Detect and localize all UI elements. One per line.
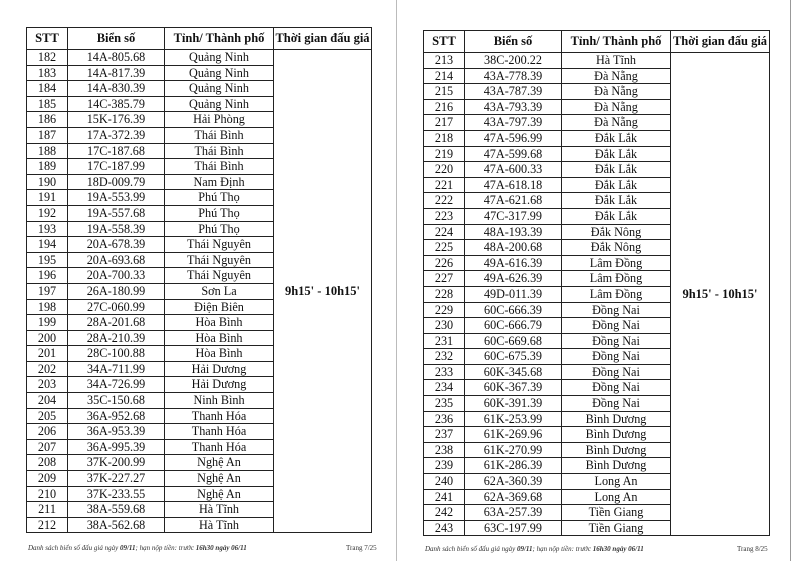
cell-stt: 206 <box>27 424 68 440</box>
cell-plate: 19A-553.99 <box>68 190 165 206</box>
cell-province: Đồng Nai <box>562 302 671 318</box>
cell-stt: 224 <box>424 224 465 240</box>
cell-province: Đắk Lắk <box>562 162 671 178</box>
footer-middle: ; hạn nộp tiền: trước <box>532 545 593 553</box>
cell-province: Hà Tĩnh <box>165 502 274 518</box>
cell-province: Thái Nguyên <box>165 252 274 268</box>
cell-plate: 62A-360.39 <box>465 474 562 490</box>
cell-stt: 205 <box>27 408 68 424</box>
cell-plate: 60C-666.39 <box>465 302 562 318</box>
cell-province: Đắk Lắk <box>562 193 671 209</box>
footer-prefix: Danh sách biển số đấu giá ngày <box>425 545 517 553</box>
cell-province: Hòa Bình <box>165 346 274 362</box>
cell-plate: 18D-009.79 <box>68 174 165 190</box>
cell-province: Đà Nẵng <box>562 115 671 131</box>
table-header-row <box>424 31 770 53</box>
cell-plate: 28A-201.68 <box>68 315 165 331</box>
cell-province: Đồng Nai <box>562 380 671 396</box>
cell-stt: 201 <box>27 346 68 362</box>
cell-plate: 26A-180.99 <box>68 283 165 299</box>
cell-province: Quảng Ninh <box>165 81 274 97</box>
cell-stt: 188 <box>27 143 68 159</box>
cell-stt: 209 <box>27 471 68 487</box>
cell-stt: 230 <box>424 318 465 334</box>
cell-stt: 215 <box>424 84 465 100</box>
cell-plate: 17C-187.99 <box>68 159 165 175</box>
cell-plate: 60C-669.68 <box>465 333 562 349</box>
page-edge <box>790 0 791 561</box>
cell-province: Thái Bình <box>165 143 274 159</box>
footer-prefix: Danh sách biển số đấu giá ngày <box>28 544 120 552</box>
cell-province: Đồng Nai <box>562 318 671 334</box>
cell-plate: 38A-559.68 <box>68 502 165 518</box>
cell-plate: 43A-778.39 <box>465 68 562 84</box>
page-right <box>397 0 793 561</box>
cell-stt: 237 <box>424 427 465 443</box>
header-time: Thời gian đấu giá <box>274 28 372 50</box>
header-province: Tỉnh/ Thành phố <box>165 28 274 50</box>
header-stt: STT <box>27 28 68 50</box>
cell-plate: 37K-233.55 <box>68 486 165 502</box>
cell-plate: 49D-011.39 <box>465 286 562 302</box>
footer-middle: ; hạn nộp tiền: trước <box>135 544 196 552</box>
cell-plate: 34A-726.99 <box>68 377 165 393</box>
cell-stt: 189 <box>27 159 68 175</box>
cell-province: Đà Nẵng <box>562 68 671 84</box>
cell-province: Nam Định <box>165 174 274 190</box>
cell-stt: 203 <box>27 377 68 393</box>
cell-plate: 61K-270.99 <box>465 442 562 458</box>
cell-province: Nghệ An <box>165 486 274 502</box>
auction-table-left <box>26 27 372 533</box>
cell-plate: 43A-787.39 <box>465 84 562 100</box>
header-province: Tỉnh/ Thành phố <box>562 31 671 53</box>
cell-province: Thái Nguyên <box>165 237 274 253</box>
cell-plate: 43A-793.39 <box>465 99 562 115</box>
cell-plate: 14A-830.39 <box>68 81 165 97</box>
cell-province: Thái Bình <box>165 127 274 143</box>
cell-stt: 185 <box>27 96 68 112</box>
cell-province: Sơn La <box>165 283 274 299</box>
cell-auction-time: 9h15' - 10h15' <box>274 50 372 533</box>
cell-province: Hải Dương <box>165 377 274 393</box>
cell-plate: 61K-286.39 <box>465 458 562 474</box>
cell-plate: 14A-817.39 <box>68 65 165 81</box>
cell-stt: 204 <box>27 393 68 409</box>
cell-province: Điện Biên <box>165 299 274 315</box>
red-stamp-mark <box>382 225 392 295</box>
cell-stt: 220 <box>424 162 465 178</box>
cell-province: Phú Thọ <box>165 190 274 206</box>
cell-stt: 198 <box>27 299 68 315</box>
cell-province: Quảng Ninh <box>165 50 274 66</box>
cell-province: Ninh Bình <box>165 393 274 409</box>
cell-plate: 47C-317.99 <box>465 208 562 224</box>
cell-plate: 19A-557.68 <box>68 205 165 221</box>
table-body-right <box>424 53 770 536</box>
cell-province: Bình Dương <box>562 442 671 458</box>
cell-province: Tiền Giang <box>562 520 671 536</box>
cell-plate: 43A-797.39 <box>465 115 562 131</box>
cell-stt: 208 <box>27 455 68 471</box>
cell-plate: 20A-693.68 <box>68 252 165 268</box>
cell-stt: 240 <box>424 474 465 490</box>
header-plate: Biển số <box>68 28 165 50</box>
footer-right <box>425 545 644 553</box>
cell-stt: 202 <box>27 361 68 377</box>
cell-stt: 218 <box>424 130 465 146</box>
cell-province: Bình Dương <box>562 411 671 427</box>
cell-plate: 19A-558.39 <box>68 221 165 237</box>
cell-province: Phú Thọ <box>165 205 274 221</box>
cell-stt: 242 <box>424 505 465 521</box>
cell-plate: 17A-372.39 <box>68 127 165 143</box>
cell-plate: 38C-200.22 <box>465 53 562 69</box>
cell-auction-time: 9h15' - 10h15' <box>671 53 770 536</box>
footer-deadline: 16h30 ngày 06/11 <box>592 545 644 553</box>
cell-province: Đắk Nông <box>562 240 671 256</box>
page-left <box>0 0 396 561</box>
cell-stt: 219 <box>424 146 465 162</box>
cell-province: Đồng Nai <box>562 396 671 412</box>
cell-plate: 47A-596.99 <box>465 130 562 146</box>
cell-plate: 62A-369.68 <box>465 489 562 505</box>
cell-province: Đồng Nai <box>562 349 671 365</box>
cell-province: Hải Dương <box>165 361 274 377</box>
cell-stt: 184 <box>27 81 68 97</box>
cell-stt: 232 <box>424 349 465 365</box>
cell-province: Hà Tĩnh <box>562 53 671 69</box>
cell-province: Hải Phòng <box>165 112 274 128</box>
cell-stt: 229 <box>424 302 465 318</box>
cell-plate: 38A-562.68 <box>68 517 165 533</box>
cell-stt: 210 <box>27 486 68 502</box>
cell-stt: 193 <box>27 221 68 237</box>
cell-stt: 187 <box>27 127 68 143</box>
cell-plate: 47A-599.68 <box>465 146 562 162</box>
cell-province: Đồng Nai <box>562 364 671 380</box>
cell-stt: 211 <box>27 502 68 518</box>
cell-stt: 195 <box>27 252 68 268</box>
cell-plate: 60K-345.68 <box>465 364 562 380</box>
cell-plate: 61K-269.96 <box>465 427 562 443</box>
cell-stt: 190 <box>27 174 68 190</box>
cell-province: Hòa Bình <box>165 315 274 331</box>
cell-plate: 37K-227.27 <box>68 471 165 487</box>
cell-province: Thanh Hóa <box>165 408 274 424</box>
cell-province: Đồng Nai <box>562 333 671 349</box>
cell-plate: 34A-711.99 <box>68 361 165 377</box>
cell-plate: 61K-253.99 <box>465 411 562 427</box>
cell-province: Thanh Hóa <box>165 424 274 440</box>
cell-stt: 213 <box>424 53 465 69</box>
cell-stt: 199 <box>27 315 68 331</box>
cell-stt: 192 <box>27 205 68 221</box>
cell-plate: 28A-210.39 <box>68 330 165 346</box>
cell-stt: 191 <box>27 190 68 206</box>
cell-stt: 238 <box>424 442 465 458</box>
cell-plate: 63C-197.99 <box>465 520 562 536</box>
cell-plate: 37K-200.99 <box>68 455 165 471</box>
cell-province: Phú Thọ <box>165 221 274 237</box>
cell-stt: 228 <box>424 286 465 302</box>
cell-stt: 236 <box>424 411 465 427</box>
cell-stt: 233 <box>424 364 465 380</box>
cell-stt: 214 <box>424 68 465 84</box>
cell-stt: 221 <box>424 177 465 193</box>
table-body-left <box>27 50 372 533</box>
cell-stt: 222 <box>424 193 465 209</box>
table-row <box>27 50 372 66</box>
cell-plate: 60K-391.39 <box>465 396 562 412</box>
cell-province: Thanh Hóa <box>165 439 274 455</box>
cell-province: Long An <box>562 474 671 490</box>
cell-province: Đắk Lắk <box>562 146 671 162</box>
cell-stt: 239 <box>424 458 465 474</box>
cell-stt: 217 <box>424 115 465 131</box>
cell-province: Thái Nguyên <box>165 268 274 284</box>
cell-province: Đắk Nông <box>562 224 671 240</box>
cell-stt: 225 <box>424 240 465 256</box>
cell-province: Nghệ An <box>165 455 274 471</box>
cell-stt: 227 <box>424 271 465 287</box>
cell-plate: 47A-600.33 <box>465 162 562 178</box>
cell-plate: 27C-060.99 <box>68 299 165 315</box>
cell-stt: 207 <box>27 439 68 455</box>
cell-plate: 17C-187.68 <box>68 143 165 159</box>
cell-province: Hà Tĩnh <box>165 517 274 533</box>
header-time: Thời gian đấu giá <box>671 31 770 53</box>
cell-plate: 49A-616.39 <box>465 255 562 271</box>
cell-plate: 20A-678.39 <box>68 237 165 253</box>
cell-province: Bình Dương <box>562 427 671 443</box>
table-row <box>424 53 770 69</box>
cell-province: Thái Bình <box>165 159 274 175</box>
cell-province: Bình Dương <box>562 458 671 474</box>
footer-deadline: 16h30 ngày 06/11 <box>195 544 247 552</box>
footer-date: 09/11 <box>119 544 136 552</box>
cell-plate: 49A-626.39 <box>465 271 562 287</box>
cell-province: Quảng Ninh <box>165 96 274 112</box>
cell-plate: 35C-150.68 <box>68 393 165 409</box>
cell-stt: 200 <box>27 330 68 346</box>
cell-stt: 194 <box>27 237 68 253</box>
header-stt: STT <box>424 31 465 53</box>
cell-plate: 60C-675.39 <box>465 349 562 365</box>
cell-plate: 20A-700.33 <box>68 268 165 284</box>
cell-stt: 197 <box>27 283 68 299</box>
cell-plate: 63A-257.39 <box>465 505 562 521</box>
cell-stt: 196 <box>27 268 68 284</box>
cell-stt: 223 <box>424 208 465 224</box>
cell-stt: 186 <box>27 112 68 128</box>
cell-stt: 234 <box>424 380 465 396</box>
cell-plate: 36A-995.39 <box>68 439 165 455</box>
header-plate: Biển số <box>465 31 562 53</box>
footer-left <box>28 544 247 552</box>
cell-plate: 36A-952.68 <box>68 408 165 424</box>
cell-stt: 243 <box>424 520 465 536</box>
cell-plate: 60K-367.39 <box>465 380 562 396</box>
cell-plate: 48A-200.68 <box>465 240 562 256</box>
cell-province: Lâm Đồng <box>562 271 671 287</box>
cell-stt: 183 <box>27 65 68 81</box>
cell-province: Đà Nẵng <box>562 99 671 115</box>
cell-plate: 47A-618.18 <box>465 177 562 193</box>
cell-plate: 60C-666.79 <box>465 318 562 334</box>
cell-province: Đắk Lắk <box>562 130 671 146</box>
cell-plate: 47A-621.68 <box>465 193 562 209</box>
cell-province: Tiền Giang <box>562 505 671 521</box>
cell-province: Long An <box>562 489 671 505</box>
table-header-row <box>27 28 372 50</box>
auction-table-right <box>423 30 770 536</box>
cell-stt: 212 <box>27 517 68 533</box>
cell-stt: 231 <box>424 333 465 349</box>
cell-province: Đà Nẵng <box>562 84 671 100</box>
cell-stt: 226 <box>424 255 465 271</box>
cell-province: Quảng Ninh <box>165 65 274 81</box>
cell-province: Đắk Lắk <box>562 208 671 224</box>
cell-stt: 235 <box>424 396 465 412</box>
cell-province: Hòa Bình <box>165 330 274 346</box>
page-number-left: Trang 7/25 <box>346 544 377 552</box>
cell-province: Đắk Lắk <box>562 177 671 193</box>
cell-province: Nghệ An <box>165 471 274 487</box>
cell-plate: 48A-193.39 <box>465 224 562 240</box>
cell-plate: 36A-953.39 <box>68 424 165 440</box>
cell-province: Lâm Đồng <box>562 286 671 302</box>
page-number-right: Trang 8/25 <box>737 545 768 553</box>
cell-stt: 216 <box>424 99 465 115</box>
cell-plate: 14C-385.79 <box>68 96 165 112</box>
cell-plate: 28C-100.88 <box>68 346 165 362</box>
cell-stt: 182 <box>27 50 68 66</box>
cell-stt: 241 <box>424 489 465 505</box>
cell-province: Lâm Đồng <box>562 255 671 271</box>
footer-date: 09/11 <box>516 545 533 553</box>
cell-plate: 15K-176.39 <box>68 112 165 128</box>
cell-plate: 14A-805.68 <box>68 50 165 66</box>
